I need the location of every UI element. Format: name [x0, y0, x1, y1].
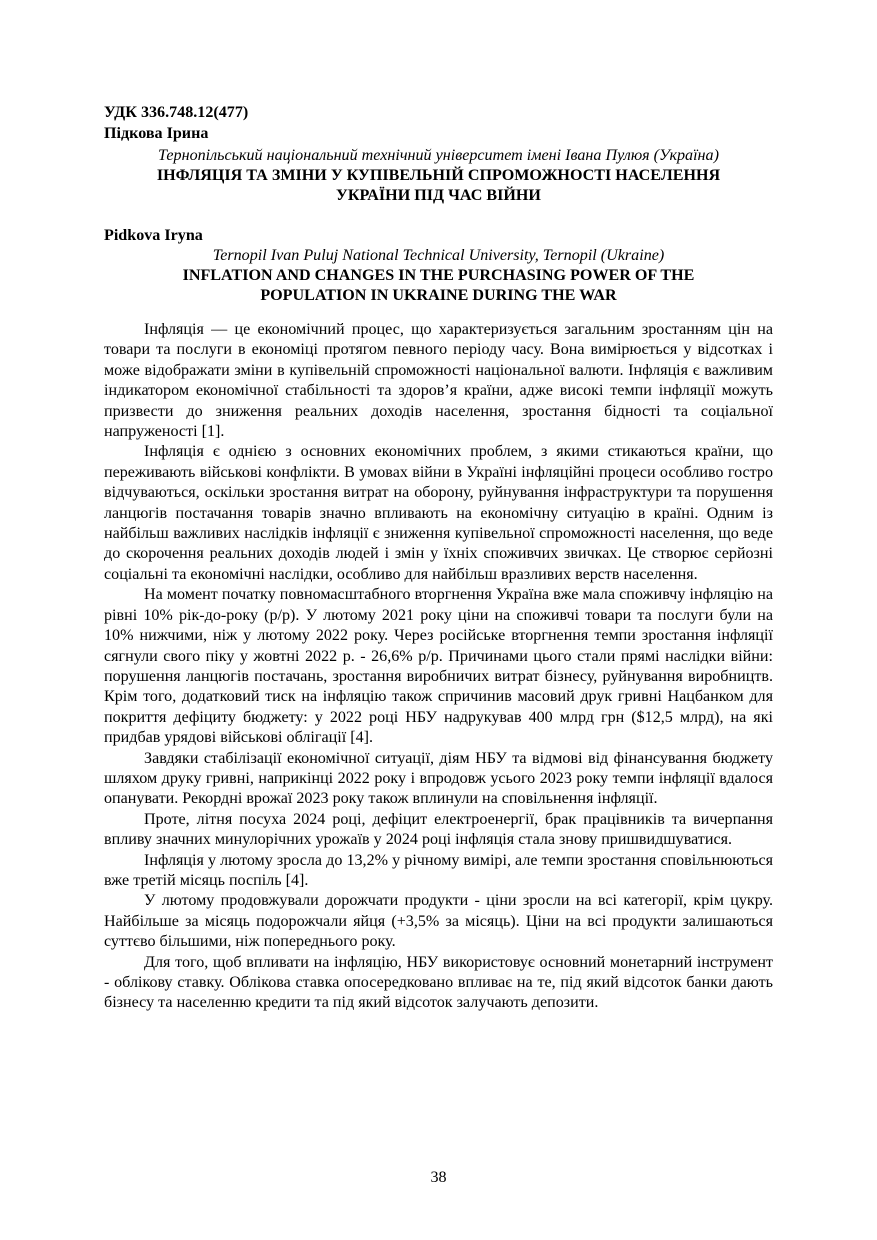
udc-code: УДК 336.748.12(477) [104, 104, 249, 121]
author-name-uk: Підкова Ірина [104, 125, 209, 142]
paragraph-5: Проте, літня посуха 2024 році, дефіцит електроенергії, брак працівників та вичерпання впливу значних минулорічних урожаїв у 2024 році інфляція стала знову пришвидшуватися. [104, 810, 773, 849]
affiliation-en: Ternopil Ivan Puluj National Technical University, Ternopil (Ukraine) [212, 247, 665, 264]
paragraph-4: Завдяки стабілізації економічної ситуації, діям НБУ та відмові від фінансування бюджету шляхом друку гривні, наприкінці 2022 року і впродовж усього 2023 року темпи інфляції вдалося опанувати. Рекордні врожаї 2023 року також вплинули на сповільнення інфляції. [104, 749, 773, 808]
paragraph-3: На момент початку повномасштабного вторгнення Україна вже мала споживчу інфляцію на рівні 10% рік-до-року (р/р). У лютому 2021 року ціни на споживчі товари та послуги були на 10% нижчими, ніж у лютому 2022 року. Через російське вторгнення темпи зростання інфляції сягнули свого піку у жовтні 2022 р. - 26,6% р/р. Причинами цього стали прямі наслідки війни: порушення ланцюгів постачань, зростання виробничих витрат бізнесу, руйнування виробництв. Крім того, додатковий тиск на інфляцію також спричинив масовий друк гривні Нацбанком для покриття дефіциту бюджету: у 2022 році НБУ надрукував 400 млрд грн ($12,5 млрд), на які придбав урядові військові облігації [4]. [104, 586, 773, 747]
paragraph-6: Інфляція у лютому зросла до 13,2% у річному вимірі, але темпи зростання сповільнюються вже третій місяць поспіль [4]. [104, 851, 773, 889]
page-number: 38 [430, 1169, 447, 1186]
title-en-line2: POPULATION IN UKRAINE DURING THE WAR [260, 287, 617, 304]
paragraph-2: Інфляція є однією з основних економічних проблем, з якими стикаються країни, що переживають військові конфлікти. В умовах війни в Україні інфляційні процеси особливо гостро відчуваються, оскільки зростання витрат на оборону, руйнування інфраструктури та порушення ланцюгів постачання товарів значно впливають на економічну ситуацію в країні. Одним із найбільш важливих наслідків інфляції є зниження купівельної спроможності населення, що веде до скорочення реальних доходів людей і змін у їхніх споживчих звичках. Це створює серйозні соціальні та економічні наслідки, особливо для найбільш вразливих верств населення. [104, 443, 773, 583]
body-text [104, 320, 773, 1014]
paragraph-7: У лютому продовжували дорожчати продукти - ціни зросли на всі категорії, крім цукру. Найбільше за місяць подорожчали яйця (+3,5% за місяць). Ціни на всі продукти залишаються суттєво більшими, ніж попереднього року. [104, 892, 773, 951]
paragraph-8: Для того, щоб впливати на інфляцію, НБУ використовує основний монетарний інструмент - облікову ставку. Облікова ставка опосередковано впливає на те, під який відсоток банки дають бізнесу та населенню кредити та під який відсоток залучають депозити. [104, 953, 773, 1012]
title-en-line1: INFLATION AND CHANGES IN THE PURCHASING POWER OF THE [182, 267, 695, 284]
author-name-en: Pidkova Iryna [104, 227, 203, 244]
title-uk-line1: ІНФЛЯЦІЯ ТА ЗМІНИ У КУПІВЕЛЬНІЙ СПРОМОЖНОСТІ НАСЕЛЕННЯ [156, 167, 721, 184]
paragraph-1: Інфляція — це економічний процес, що характеризується загальним зростанням цін на товари та послуги в економіці протягом певного періоду часу. Вона вимірюється у відсотках і може відображати зміни в купівельній спроможності національної валюти. Інфляція є важливим індикатором економічної стабільності та здоров’я країни, адже високі темпи інфляції можуть призвести до зниження реальних доходів населення, зростання бідності та соціальної напруженості [1]. [104, 321, 773, 441]
affiliation-uk: Тернопільський національний технічний університет імені Івана Пулюя (Україна) [158, 147, 719, 164]
title-uk-line2: УКРАЇНИ ПІД ЧАС ВІЙНИ [336, 187, 541, 204]
